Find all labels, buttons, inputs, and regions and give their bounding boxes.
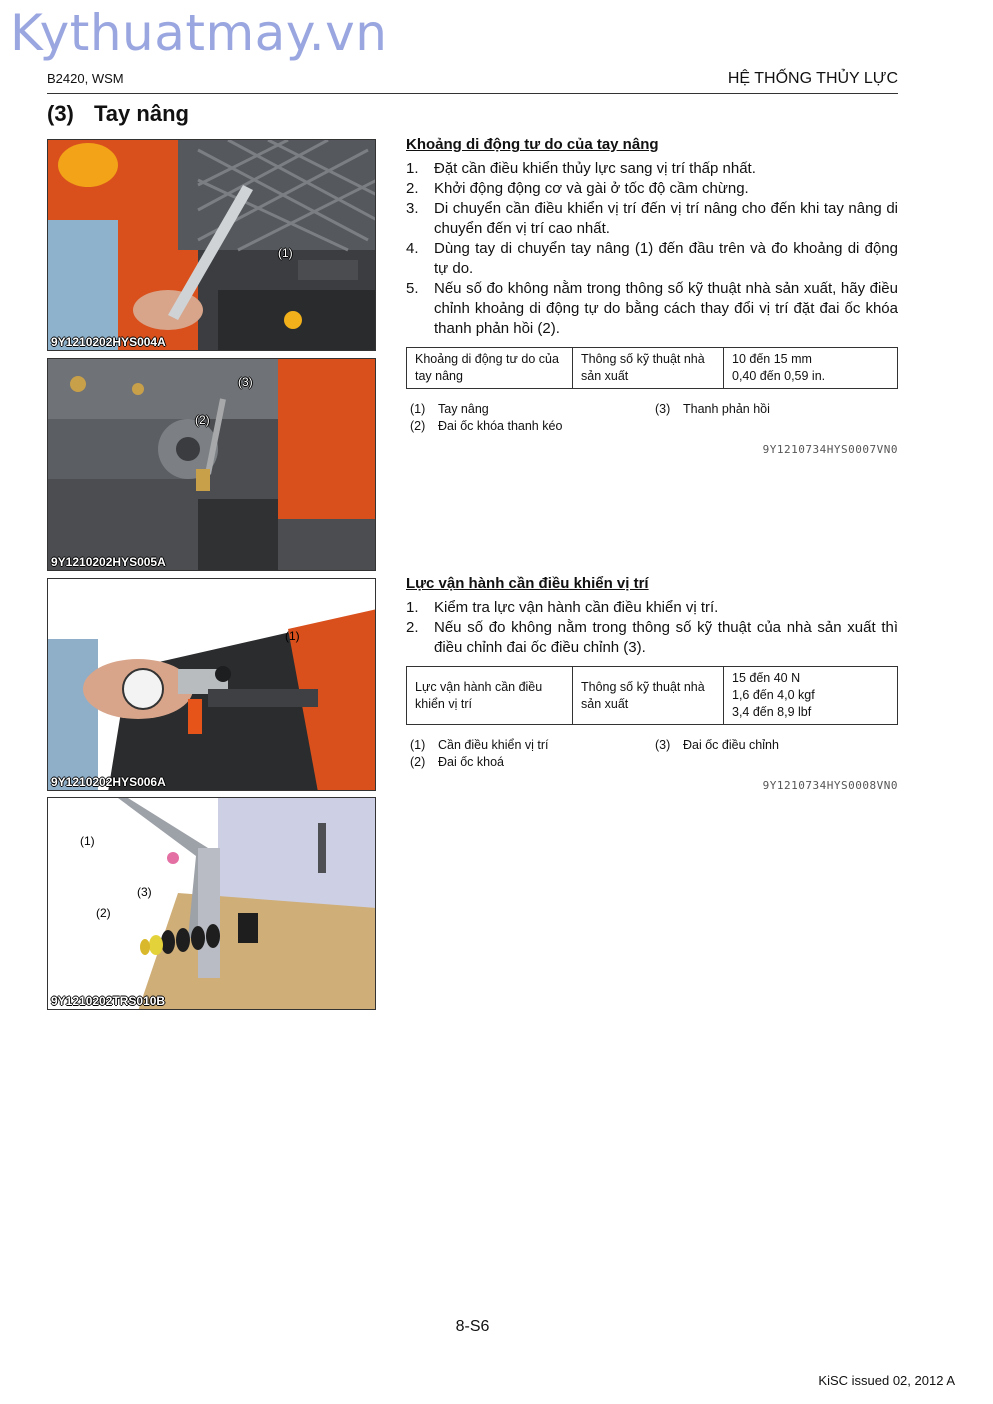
step-number: 1. <box>406 599 419 616</box>
step <box>406 179 898 199</box>
step-number: 1. <box>406 160 419 177</box>
spec-value: 3,4 đến 8,9 lbf <box>732 705 812 719</box>
free-play-steps <box>406 159 898 339</box>
header-model: B2420, WSM <box>47 71 124 86</box>
section-number: (3) <box>47 101 74 126</box>
legend-number: (2) <box>410 419 426 433</box>
legend-item <box>655 737 779 754</box>
spec-label: Thông số kỹ thuật nhà sản xuất <box>573 348 724 389</box>
step <box>406 239 898 279</box>
figure3-caption: 9Y1210202HYS006A <box>51 775 166 789</box>
legend-text: Cần điều khiển vị trí <box>438 738 549 752</box>
legend-item <box>410 754 504 771</box>
step <box>406 159 898 179</box>
spec-label: Thông số kỹ thuật nhà sản xuất <box>573 667 724 725</box>
spec-value: 10 đến 15 mm <box>732 352 812 366</box>
legend-item <box>410 737 548 754</box>
figure4-callout-2: (2) <box>96 906 111 920</box>
legend-number: (3) <box>655 738 671 752</box>
figure3-callout-1: (1) <box>285 629 300 643</box>
figure-position-lever-photo <box>47 578 376 791</box>
legend-number: (3) <box>655 402 671 416</box>
free-play-title: Khoảng di động tư do của tay nâng <box>406 136 659 153</box>
legend-text: Đai ốc khoá <box>438 755 505 769</box>
step <box>406 199 898 239</box>
figure4-callout-1: (1) <box>80 834 95 848</box>
lever-force-block <box>406 575 898 792</box>
free-play-legend <box>406 401 898 435</box>
step-text: Dùng tay di chuyển tay nâng (1) đến đầu trên và đo khoảng di động tự do. <box>434 240 898 277</box>
page-number: 8-S6 <box>455 1318 490 1335</box>
reference-code: 9Y1210734HYS0008VN0 <box>762 779 898 792</box>
legend-item <box>655 401 770 418</box>
section-title <box>47 101 189 127</box>
legend-item <box>410 418 562 435</box>
free-play-block <box>406 136 898 456</box>
step-number: 3. <box>406 200 419 217</box>
lever-force-title: Lực vận hành cần điều khiển vị trí <box>406 575 649 592</box>
step-number: 4. <box>406 240 419 257</box>
figure1-caption: 9Y1210202HYS004A <box>51 335 166 349</box>
spec-value: 1,6 đến 4,0 kgf <box>732 688 815 702</box>
legend-text: Tay nâng <box>438 402 489 416</box>
step <box>406 279 898 339</box>
figure-adjusting-nut-diagram <box>47 797 376 1010</box>
step <box>406 618 898 658</box>
figure4-caption: 9Y1210202TRS010B <box>51 994 166 1008</box>
spec-value: 0,40 đến 0,59 in. <box>732 369 826 383</box>
legend-item <box>410 401 489 418</box>
header-chapter: HỆ THỐNG THỦY LỰC <box>727 70 898 87</box>
legend-text: Đai ốc điều chỉnh <box>683 738 779 752</box>
spec-values <box>724 667 898 725</box>
step-text: Di chuyển cần điều khiển vị trí đến vị trí nâng cho đến khi tay nâng di chuyển đến vị trí cao nhất. <box>434 200 898 237</box>
lever-force-legend <box>406 737 898 771</box>
step-number: 2. <box>406 619 419 636</box>
figure2-callout-2: (2) <box>195 413 210 427</box>
lever-force-spec-table <box>406 666 898 725</box>
spec-item: Lực vận hành cần điều khiển vị trí <box>407 667 573 725</box>
header-rule <box>47 93 898 94</box>
legend-text: Đai ốc khóa thanh kéo <box>438 419 563 433</box>
spec-item: Khoảng di động tư do của tay nâng <box>407 348 573 389</box>
step-text: Nếu số đo không nằm trong thông số kỹ thuật nhà sản xuất, hãy điều chỉnh khoảng di động tự do bằng cách thay đổi vị trí đặt đai ốc khóa thanh phản hồi (2). <box>434 280 898 337</box>
figure-feedback-rod-photo <box>47 358 376 571</box>
legend-number: (2) <box>410 755 426 769</box>
figure2-callout-3: (3) <box>238 375 253 389</box>
step-number: 5. <box>406 280 419 297</box>
figure-lift-arm-photo <box>47 139 376 351</box>
step-text: Đặt cần điều khiển thủy lực sang vị trí thấp nhất. <box>434 160 756 177</box>
lever-force-steps <box>406 598 898 658</box>
watermark: Kythuatmay.vn <box>10 4 388 62</box>
figure4-callout-3: (3) <box>137 885 152 899</box>
figure2-caption: 9Y1210202HYS005A <box>51 555 166 569</box>
legend-number: (1) <box>410 738 426 752</box>
free-play-spec-table <box>406 347 898 389</box>
legend-number: (1) <box>410 402 426 416</box>
step-text: Khởi động động cơ và gài ở tốc độ cầm chừng. <box>434 180 749 197</box>
legend-text: Thanh phản hồi <box>683 402 770 416</box>
step-number: 2. <box>406 180 419 197</box>
issue-info: KiSC issued 02, 2012 A <box>818 1373 955 1388</box>
section-name: Tay nâng <box>94 101 189 126</box>
spec-values <box>724 348 898 389</box>
figure1-callout-1: (1) <box>278 246 293 260</box>
step-text: Nếu số đo không nằm trong thông số kỹ thuật của nhà sản xuất thì điều chỉnh đai ốc điều chỉnh (3). <box>434 619 898 656</box>
step-text: Kiểm tra lực vận hành cần điều khiển vị trí. <box>434 599 719 616</box>
spec-value: 15 đến 40 N <box>732 671 801 685</box>
step <box>406 598 898 618</box>
reference-code: 9Y1210734HYS0007VN0 <box>762 443 898 456</box>
